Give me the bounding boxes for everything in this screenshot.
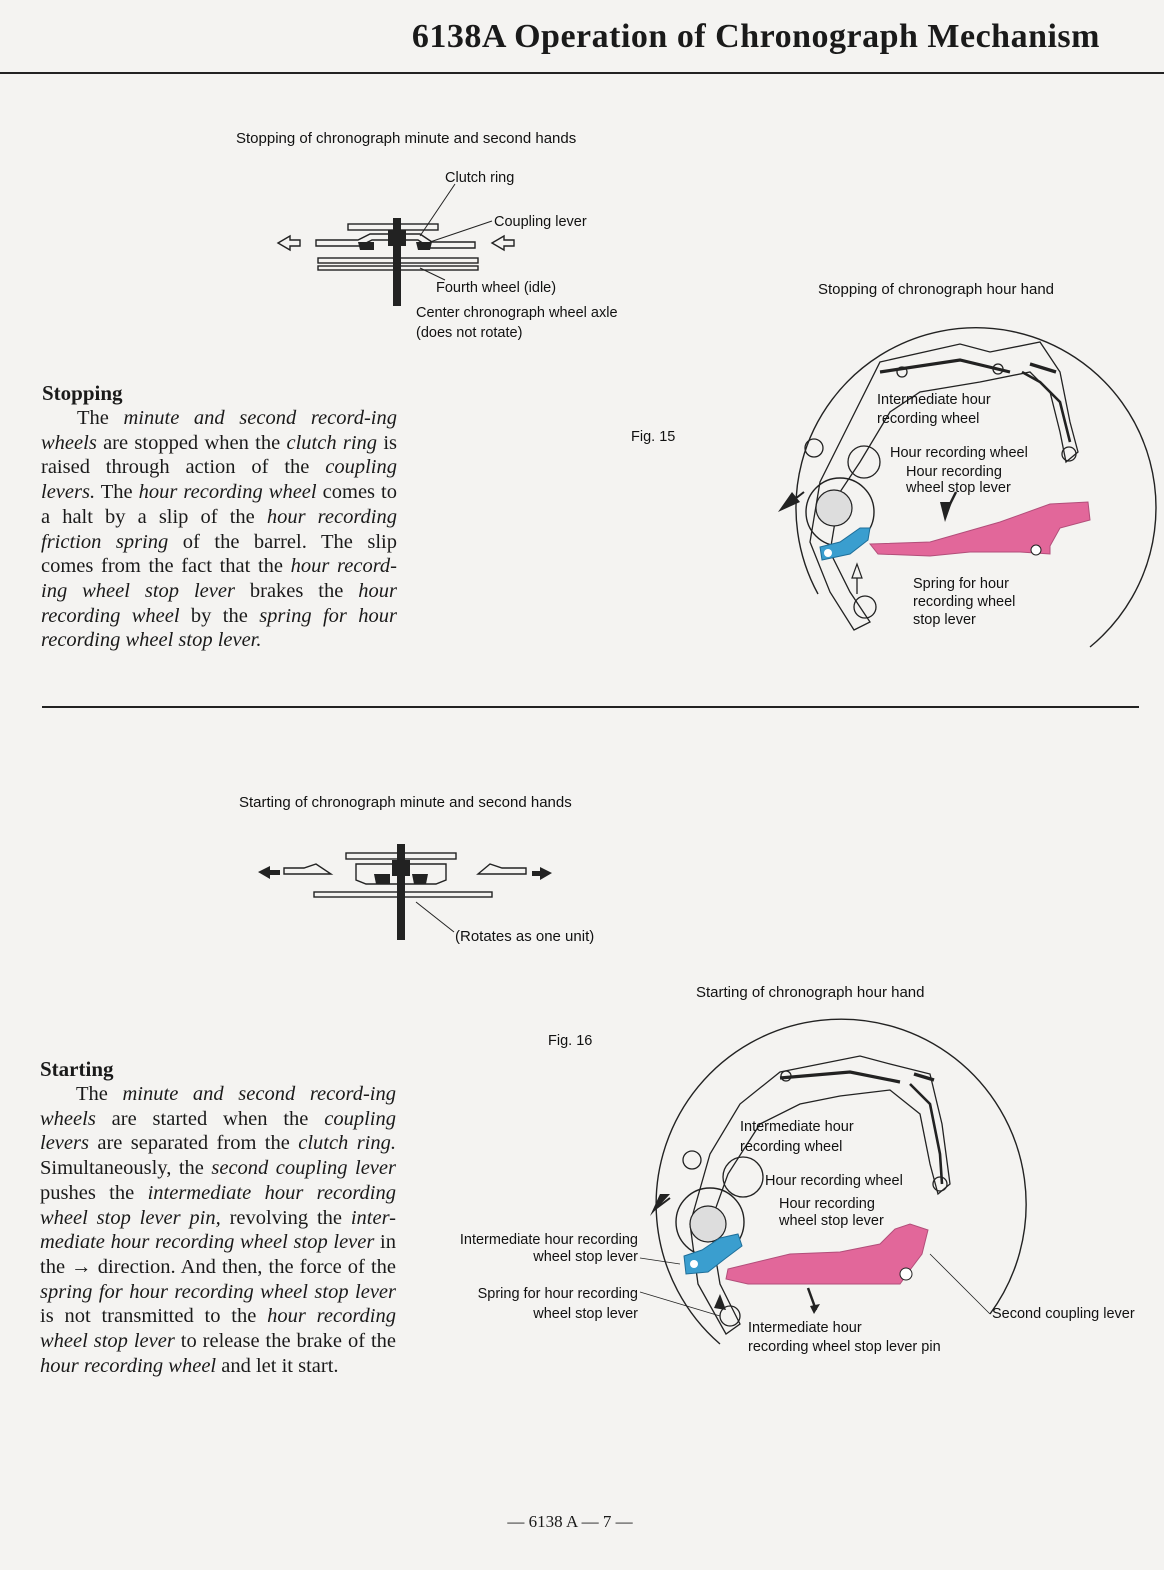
stopping-text-run: coupling levers. (41, 456, 397, 504)
label-spring-1: Spring for hour (913, 576, 1009, 592)
starting-text-run: The (76, 1083, 123, 1105)
label-coupling-lever: Coupling lever (494, 214, 587, 230)
label-start-hour-wheel: Hour recording wheel (765, 1173, 903, 1189)
starting-text-run: intermediate hour recording wheel stop lever pin, (40, 1181, 396, 1229)
stopping-text-run: minute and second record-ing wheels (41, 407, 397, 454)
label-intermediate-hour-wheel-2: recording wheel (877, 411, 980, 427)
label-spring-2: recording wheel (913, 594, 1016, 610)
starting-diagram-caption: Starting of chronograph minute and second hands (239, 794, 572, 811)
stopping-text-run: hour record-ing wheel stop lever (41, 555, 397, 602)
starting-text-run: in the → direction. And then, the force of the (40, 1231, 396, 1278)
label-pin-1: Intermediate hour (748, 1320, 862, 1336)
stopping-hour-caption: Stopping of chronograph hour hand (818, 281, 1055, 298)
heading-starting: Starting (40, 1057, 114, 1081)
label-intermediate-hour-wheel-1: Intermediate hour (877, 392, 991, 408)
starting-paragraph (40, 1082, 396, 1378)
starting-text-run: coupling levers (40, 1107, 396, 1155)
stopping-text-run: brakes the (234, 579, 359, 602)
label-start-intermediate-hour-1: Intermediate hour (740, 1119, 854, 1135)
label-second-coupling-lever: Second coupling lever (992, 1306, 1135, 1322)
fig-16-label: Fig. 16 (548, 1033, 593, 1049)
label-center-axle-note: (does not rotate) (416, 325, 523, 341)
label-start-stop-lever-2: wheel stop lever (779, 1213, 884, 1229)
label-center-axle: Center chronograph wheel axle (416, 305, 618, 321)
header-rule (0, 72, 1164, 74)
label-start-spring-2: wheel stop lever (533, 1306, 638, 1322)
label-pin-2: recording wheel stop lever pin (748, 1339, 941, 1355)
fig-15-label: Fig. 15 (631, 429, 676, 445)
stopping-diagram-caption: Stopping of chronograph minute and second hands (236, 130, 577, 147)
starting-text-run: pushes the (40, 1181, 148, 1204)
label-int-stop-lever-1: Intermediate hour recording (459, 1232, 638, 1248)
starting-text-run: Simultaneously, the (40, 1157, 212, 1180)
label-start-stop-lever-1: Hour recording (779, 1196, 875, 1212)
starting-text-run: clutch ring. (298, 1132, 396, 1155)
label-hour-recording-wheel: Hour recording wheel (890, 445, 1028, 461)
stopping-text-run: hour recording wheel (41, 579, 397, 627)
starting-text-run: revolving the (220, 1206, 351, 1229)
starting-text-run: spring for hour recording wheel stop lever (40, 1280, 396, 1303)
stopping-text-run: comes to a halt by a slip of the (41, 481, 397, 528)
stopping-text-run: clutch ring (286, 431, 378, 454)
starting-text-run: and let it start. (216, 1354, 339, 1377)
starting-text-run: are started when the (95, 1107, 325, 1130)
label-clutch-ring: Clutch ring (445, 170, 515, 186)
starting-hour-caption: Starting of chronograph hour hand (696, 984, 925, 1001)
label-spring-3: stop lever (913, 612, 976, 628)
label-hour-stop-lever-1: Hour recording (906, 464, 1002, 480)
section-divider (42, 706, 1139, 708)
stopping-text-run: hour recording wheel (138, 481, 317, 504)
page-title: 6138A Operation of Chronograph Mechanism (411, 18, 1100, 55)
starting-text-run: inter-mediate hour recording wheel stop lever (40, 1206, 396, 1254)
stopping-text-run: The (77, 407, 124, 429)
label-fourth-wheel: Fourth wheel (idle) (436, 280, 557, 296)
label-rotates-as-unit: (Rotates as one unit) (455, 928, 595, 945)
stopping-text-run: of the barrel. The slip comes from the fact that the (41, 530, 397, 578)
stopping-text-run: The (95, 481, 139, 504)
label-hour-stop-lever-2: wheel stop lever (906, 480, 1011, 496)
starting-text-run: to release the brake of the (174, 1330, 396, 1353)
starting-text-run: second coupling lever (211, 1157, 396, 1180)
starting-text-run: hour recording wheel (40, 1354, 217, 1377)
label-int-stop-lever-2: wheel stop lever (533, 1249, 638, 1265)
heading-stopping: Stopping (42, 381, 123, 405)
label-start-intermediate-hour-2: recording wheel (740, 1139, 843, 1155)
page-number: — 6138 A — 7 — (507, 1512, 633, 1531)
stopping-text-run: spring for hour recording wheel stop lever. (41, 604, 398, 652)
stopping-text-run: hour recording friction spring (41, 505, 397, 553)
starting-text-run: minute and second record-ing wheels (40, 1083, 396, 1130)
starting-text-run: is not transmitted to the (40, 1305, 268, 1328)
stopping-text-run: are stopped when the (96, 431, 287, 454)
stopping-text-run: is raised through action of the (41, 431, 398, 479)
stopping-paragraph (41, 406, 397, 653)
stopping-text-run: by the (179, 604, 260, 627)
starting-text-run: are separated from the (88, 1132, 299, 1155)
starting-text-run: hour recording wheel stop lever (40, 1305, 397, 1353)
stopping-clutch-diagram (270, 180, 520, 310)
label-start-spring-1: Spring for hour recording (477, 1286, 638, 1302)
